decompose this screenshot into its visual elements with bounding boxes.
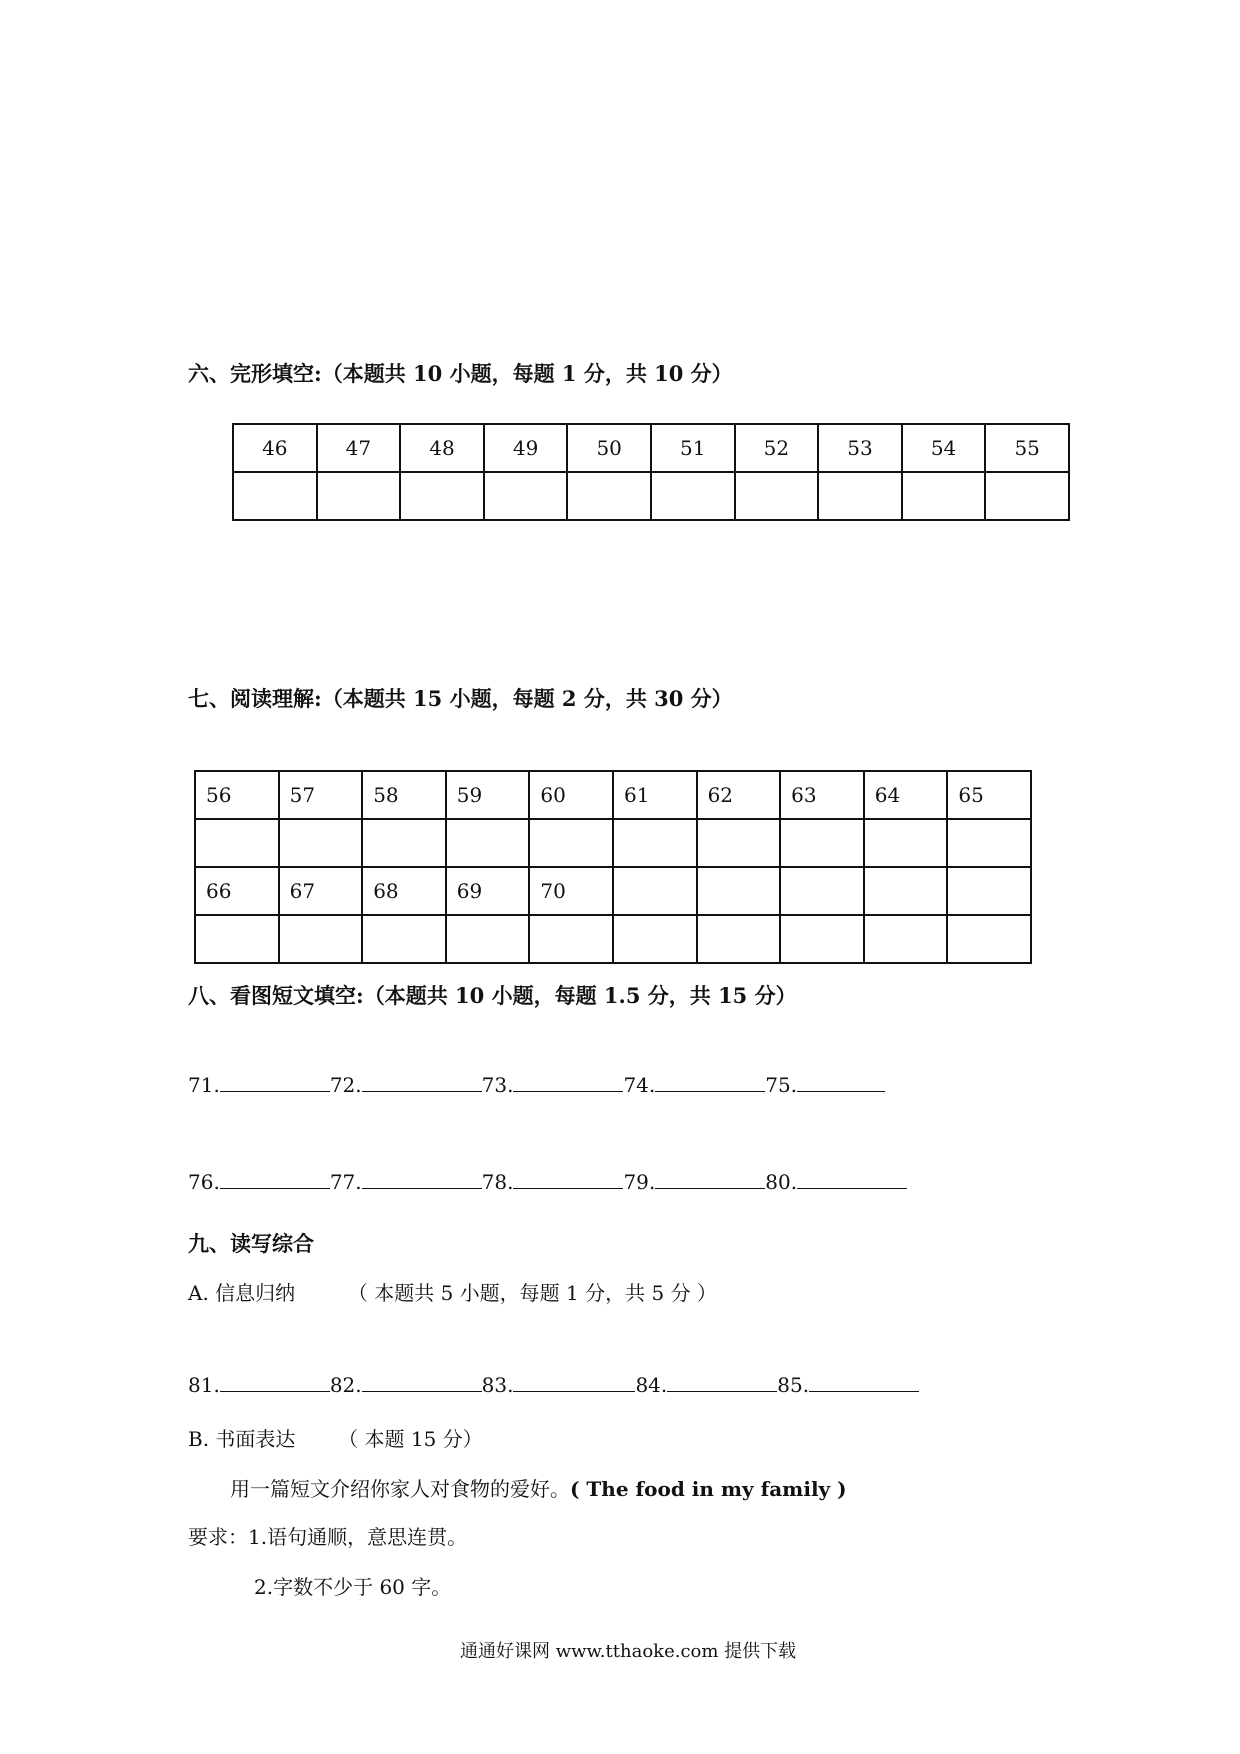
section7-answer-table bbox=[194, 770, 1032, 964]
answer-cell[interactable] bbox=[567, 472, 651, 520]
cell-68: 68 bbox=[362, 867, 446, 915]
blank-label-82: 82. bbox=[329, 1373, 362, 1397]
part-a-label: A. 信息归纳 bbox=[188, 1281, 296, 1305]
requirement-1-text: 1.语句通顺，意思连贯。 bbox=[248, 1525, 468, 1549]
section7-answer-row-2 bbox=[195, 915, 1031, 963]
answer-cell[interactable] bbox=[697, 819, 781, 867]
part-b-prompt-text: 用一篇短文介绍你家人对食物的爱好。 bbox=[230, 1477, 570, 1501]
answer-cell[interactable] bbox=[735, 472, 819, 520]
blank-81[interactable] bbox=[220, 1390, 330, 1392]
cell-67: 67 bbox=[279, 867, 363, 915]
blank-label-83: 83. bbox=[481, 1373, 514, 1397]
answer-cell[interactable] bbox=[947, 819, 1031, 867]
cell-70: 70 bbox=[529, 867, 613, 915]
empty-cell bbox=[780, 867, 864, 915]
part-a-blanks-line bbox=[188, 1373, 919, 1397]
answer-cell bbox=[780, 915, 864, 963]
requirements-label: 要求： bbox=[188, 1525, 248, 1549]
empty-cell bbox=[613, 867, 697, 915]
section7-number-row-2 bbox=[195, 867, 1031, 915]
answer-cell[interactable] bbox=[529, 819, 613, 867]
part-a-score: （ 本题共 5 小题，每题 1 分，共 5 分 ） bbox=[347, 1281, 717, 1305]
blank-74[interactable] bbox=[655, 1090, 765, 1092]
blank-75[interactable] bbox=[797, 1090, 885, 1092]
blank-83[interactable] bbox=[513, 1390, 635, 1392]
blank-78[interactable] bbox=[513, 1187, 623, 1189]
answer-cell[interactable] bbox=[780, 819, 864, 867]
cell-56: 56 bbox=[195, 771, 279, 819]
blank-84[interactable] bbox=[667, 1390, 777, 1392]
answer-cell[interactable] bbox=[362, 915, 446, 963]
blank-label-74: 74. bbox=[623, 1073, 656, 1097]
blank-label-76: 76. bbox=[188, 1170, 220, 1194]
cell-53: 53 bbox=[818, 424, 902, 472]
blank-79[interactable] bbox=[655, 1187, 765, 1189]
answer-cell[interactable] bbox=[400, 472, 484, 520]
blank-label-85: 85. bbox=[777, 1373, 810, 1397]
cell-48: 48 bbox=[400, 424, 484, 472]
part-b-requirement-1 bbox=[188, 1521, 467, 1550]
answer-cell bbox=[947, 915, 1031, 963]
answer-cell bbox=[613, 915, 697, 963]
cell-62: 62 bbox=[697, 771, 781, 819]
answer-cell[interactable] bbox=[651, 472, 735, 520]
blank-label-72: 72. bbox=[329, 1073, 362, 1097]
cell-58: 58 bbox=[362, 771, 446, 819]
blank-82[interactable] bbox=[362, 1390, 482, 1392]
empty-cell bbox=[864, 867, 948, 915]
section7-answer-row-1 bbox=[195, 819, 1031, 867]
blank-85[interactable] bbox=[809, 1390, 919, 1392]
section6-title: 六、完形填空:（本题共 10 小题，每题 1 分，共 10 分） bbox=[188, 361, 733, 386]
answer-cell[interactable] bbox=[317, 472, 401, 520]
part-b-score: （ 本题 15 分） bbox=[338, 1427, 483, 1451]
section6-number-row bbox=[233, 424, 1069, 472]
answer-cell bbox=[864, 915, 948, 963]
section6-answer-table bbox=[232, 423, 1070, 521]
cell-50: 50 bbox=[567, 424, 651, 472]
footer-download-note: 通通好课网 www.tthaoke.com 提供下载 bbox=[460, 1641, 797, 1662]
blank-80[interactable] bbox=[797, 1187, 907, 1189]
answer-cell[interactable] bbox=[613, 819, 697, 867]
cell-55: 55 bbox=[985, 424, 1069, 472]
part-b-header bbox=[188, 1423, 483, 1452]
part-a-header bbox=[188, 1277, 717, 1306]
answer-cell[interactable] bbox=[195, 915, 279, 963]
blank-77[interactable] bbox=[362, 1187, 482, 1189]
cell-69: 69 bbox=[446, 867, 530, 915]
blank-label-73: 73. bbox=[481, 1073, 514, 1097]
answer-cell[interactable] bbox=[279, 915, 363, 963]
answer-cell[interactable] bbox=[902, 472, 986, 520]
section9-title: 九、读写综合 bbox=[188, 1231, 314, 1256]
part-b-prompt bbox=[230, 1473, 847, 1502]
cell-52: 52 bbox=[735, 424, 819, 472]
blank-71[interactable] bbox=[220, 1090, 330, 1092]
section6-answer-row bbox=[233, 472, 1069, 520]
blank-label-79: 79. bbox=[623, 1170, 656, 1194]
answer-cell[interactable] bbox=[446, 915, 530, 963]
blank-label-75: 75. bbox=[765, 1073, 798, 1097]
cell-57: 57 bbox=[279, 771, 363, 819]
answer-cell[interactable] bbox=[446, 819, 530, 867]
cell-54: 54 bbox=[902, 424, 986, 472]
answer-cell[interactable] bbox=[362, 819, 446, 867]
answer-cell bbox=[697, 915, 781, 963]
cell-51: 51 bbox=[651, 424, 735, 472]
cell-61: 61 bbox=[613, 771, 697, 819]
answer-cell[interactable] bbox=[279, 819, 363, 867]
answer-cell[interactable] bbox=[195, 819, 279, 867]
blank-label-71: 71. bbox=[188, 1073, 220, 1097]
cell-64: 64 bbox=[864, 771, 948, 819]
section7-number-row-1 bbox=[195, 771, 1031, 819]
blank-label-77: 77. bbox=[329, 1170, 362, 1194]
part-b-prompt-en: ( The food in my family ) bbox=[570, 1477, 847, 1501]
cell-49: 49 bbox=[484, 424, 568, 472]
blank-73[interactable] bbox=[513, 1090, 623, 1092]
answer-cell[interactable] bbox=[233, 472, 317, 520]
blank-label-81: 81. bbox=[188, 1373, 220, 1397]
blank-label-84: 84. bbox=[635, 1373, 668, 1397]
answer-cell[interactable] bbox=[529, 915, 613, 963]
cell-60: 60 bbox=[529, 771, 613, 819]
cell-63: 63 bbox=[780, 771, 864, 819]
cell-65: 65 bbox=[947, 771, 1031, 819]
part-b-label: B. 书面表达 bbox=[188, 1427, 296, 1451]
cell-59: 59 bbox=[446, 771, 530, 819]
cell-47: 47 bbox=[317, 424, 401, 472]
section8-blanks-line-2 bbox=[188, 1170, 907, 1194]
answer-cell[interactable] bbox=[818, 472, 902, 520]
cell-46: 46 bbox=[233, 424, 317, 472]
blank-72[interactable] bbox=[362, 1090, 482, 1092]
part-b-requirement-2: 2.字数不少于 60 字。 bbox=[254, 1575, 452, 1599]
answer-cell[interactable] bbox=[864, 819, 948, 867]
empty-cell bbox=[947, 867, 1031, 915]
cell-66: 66 bbox=[195, 867, 279, 915]
answer-cell[interactable] bbox=[985, 472, 1069, 520]
blank-76[interactable] bbox=[220, 1187, 330, 1189]
section8-title: 八、看图短文填空:（本题共 10 小题，每题 1.5 分，共 15 分） bbox=[188, 983, 797, 1008]
blank-label-78: 78. bbox=[481, 1170, 514, 1194]
section8-blanks-line-1 bbox=[188, 1073, 885, 1097]
blank-label-80: 80. bbox=[765, 1170, 798, 1194]
answer-cell[interactable] bbox=[484, 472, 568, 520]
empty-cell bbox=[697, 867, 781, 915]
section7-title: 七、阅读理解:（本题共 15 小题，每题 2 分，共 30 分） bbox=[188, 686, 733, 711]
